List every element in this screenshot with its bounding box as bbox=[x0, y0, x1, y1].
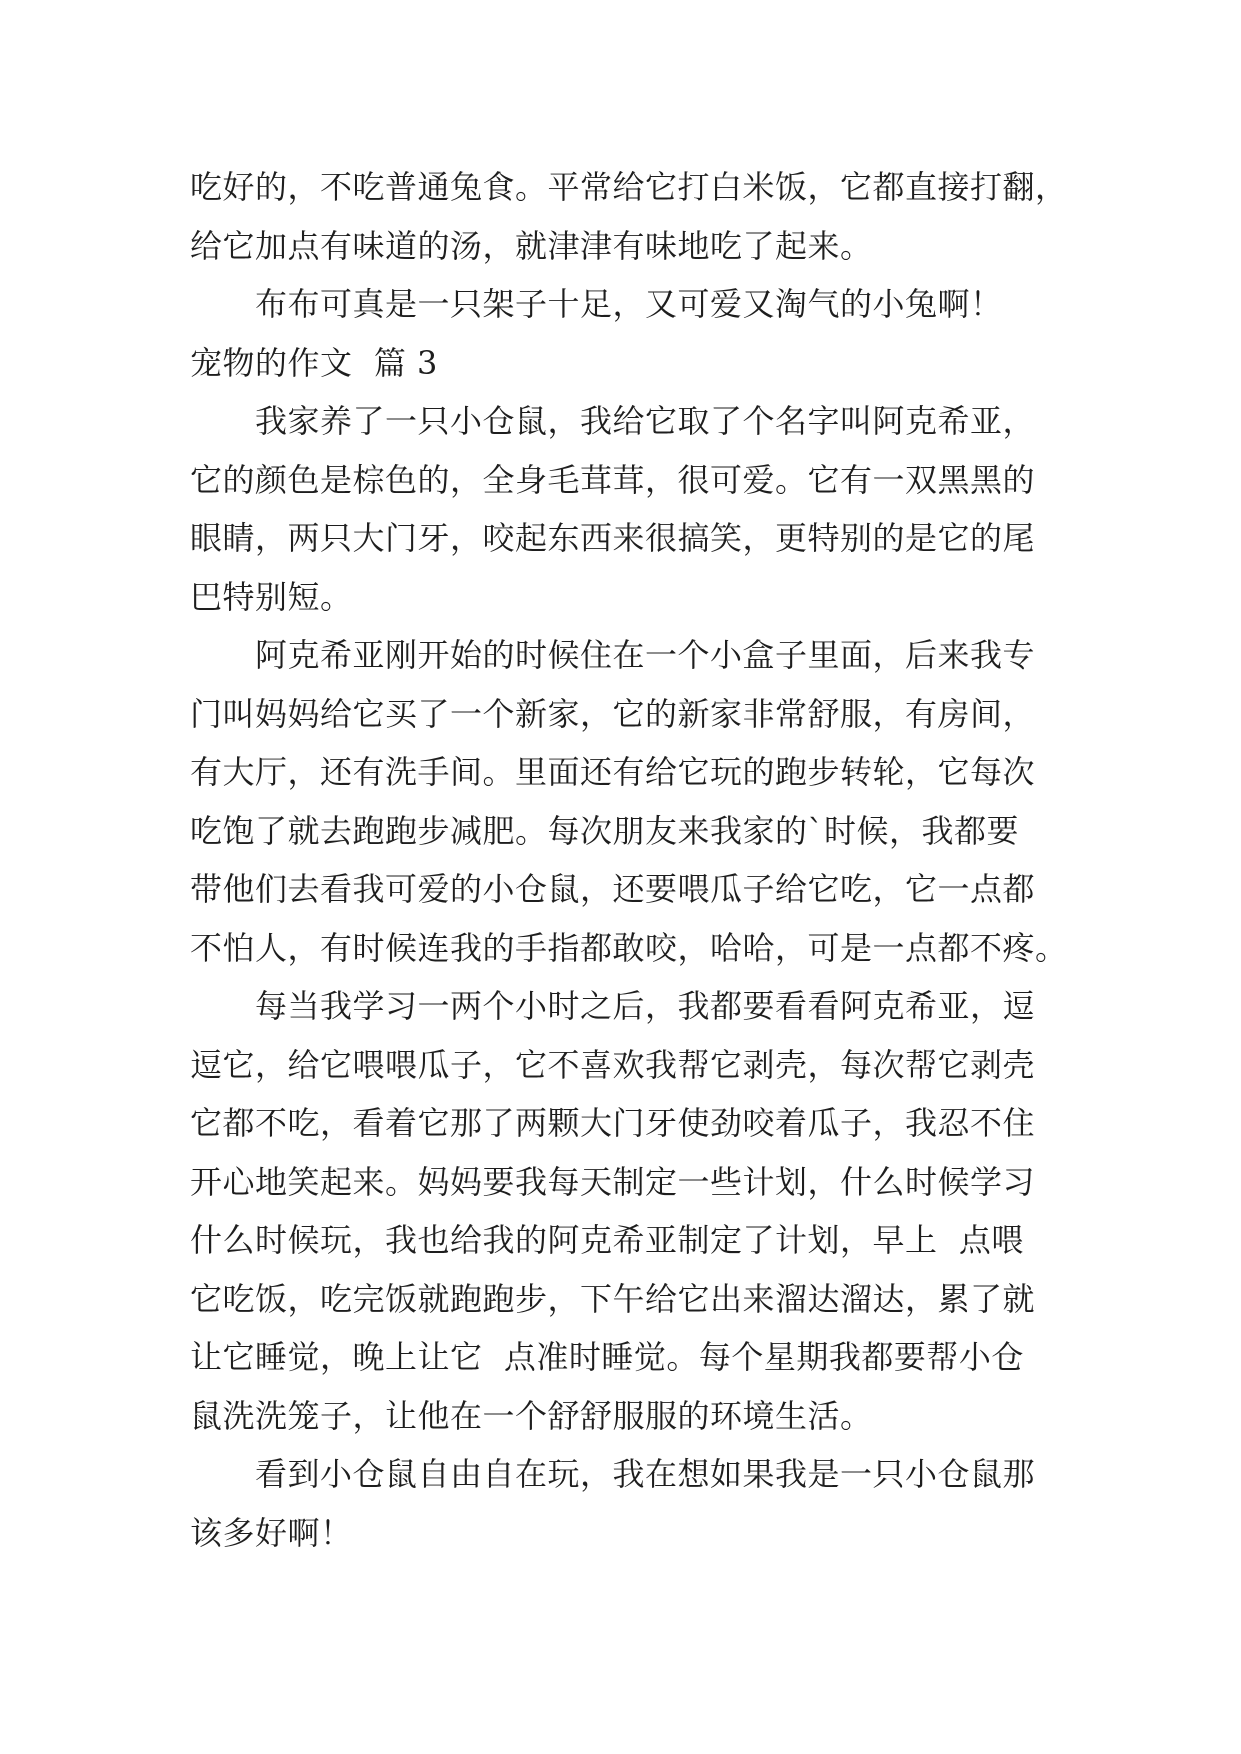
text-line: 什么时候玩，我也给我的阿克希亚制定了计划，早上 点喂 bbox=[190, 1221, 1024, 1259]
text-line: 布布可真是一只架子十足，又可爱又淘气的小兔啊！ bbox=[255, 285, 1003, 323]
paragraph bbox=[190, 275, 1090, 334]
text-line: 吃饱了就去跑跑步减肥。每次朋友来我家的`时候，我都要 bbox=[190, 811, 1020, 850]
paragraph bbox=[190, 977, 1090, 1445]
text-line: 它吃饭，吃完饭就跑跑步，下午给它出来溜达溜达，累了就 bbox=[190, 1279, 1036, 1318]
text-line: 有大厅，还有洗手间。里面还有给它玩的跑步转轮，它每次 bbox=[190, 753, 1036, 791]
text-line: 让它睡觉，晚上让它 点准时睡觉。每个星期我都要帮小仓 bbox=[190, 1338, 1024, 1376]
text-line: 给它加点有味道的汤，就津津有味地吃了起来。 bbox=[190, 226, 873, 265]
document-body bbox=[190, 158, 1090, 1562]
paragraph bbox=[190, 392, 1090, 626]
text-line: 逗它，给它喂喂瓜子，它不喜欢我帮它剥壳，每次帮它剥壳 bbox=[190, 1045, 1036, 1084]
text-line: 它的颜色是棕色的，全身毛茸茸，很可爱。它有一双黑黑的 bbox=[190, 460, 1036, 499]
text-line: 每当我学习一两个小时之后，我都要看看阿克希亚，逗 bbox=[255, 987, 1036, 1025]
text-line: 该多好啊！ bbox=[190, 1513, 353, 1552]
text-line: 不怕人，有时候连我的手指都敢咬，哈哈，可是一点都不疼。 bbox=[190, 928, 1068, 967]
text-line: 我家养了一只小仓鼠，我给它取了个名字叫阿克希亚， bbox=[255, 402, 1036, 440]
text-line: 它都不吃，看着它那了两颗大门牙使劲咬着瓜子，我忍不住 bbox=[190, 1104, 1036, 1142]
text-line: 眼睛，两只大门牙，咬起东西来很搞笑，更特别的是它的尾 bbox=[190, 519, 1036, 557]
text-line: 看到小仓鼠自由自在玩，我在想如果我是一只小仓鼠那 bbox=[255, 1455, 1036, 1493]
text-line: 吃好的，不吃普通兔食。平常给它打白米饭，它都直接打翻， bbox=[190, 168, 1068, 206]
text-line: 阿克希亚刚开始的时候住在一个小盒子里面，后来我专 bbox=[255, 636, 1036, 674]
text-line: 开心地笑起来。妈妈要我每天制定一些计划，什么时候学习 bbox=[190, 1162, 1036, 1201]
paragraph bbox=[190, 626, 1090, 977]
text-line: 鼠洗洗笼子，让他在一个舒舒服服的环境生活。 bbox=[190, 1396, 873, 1435]
text-line: 门叫妈妈给它买了一个新家，它的新家非常舒服，有房间， bbox=[190, 694, 1036, 733]
text-line: 巴特别短。 bbox=[190, 577, 353, 616]
paragraph bbox=[190, 158, 1090, 275]
paragraph bbox=[190, 1445, 1090, 1562]
section-title: 宠物的作文 篇 3 bbox=[190, 343, 438, 382]
text-line: 带他们去看我可爱的小仓鼠，还要喂瓜子给它吃，它一点都 bbox=[190, 870, 1036, 908]
